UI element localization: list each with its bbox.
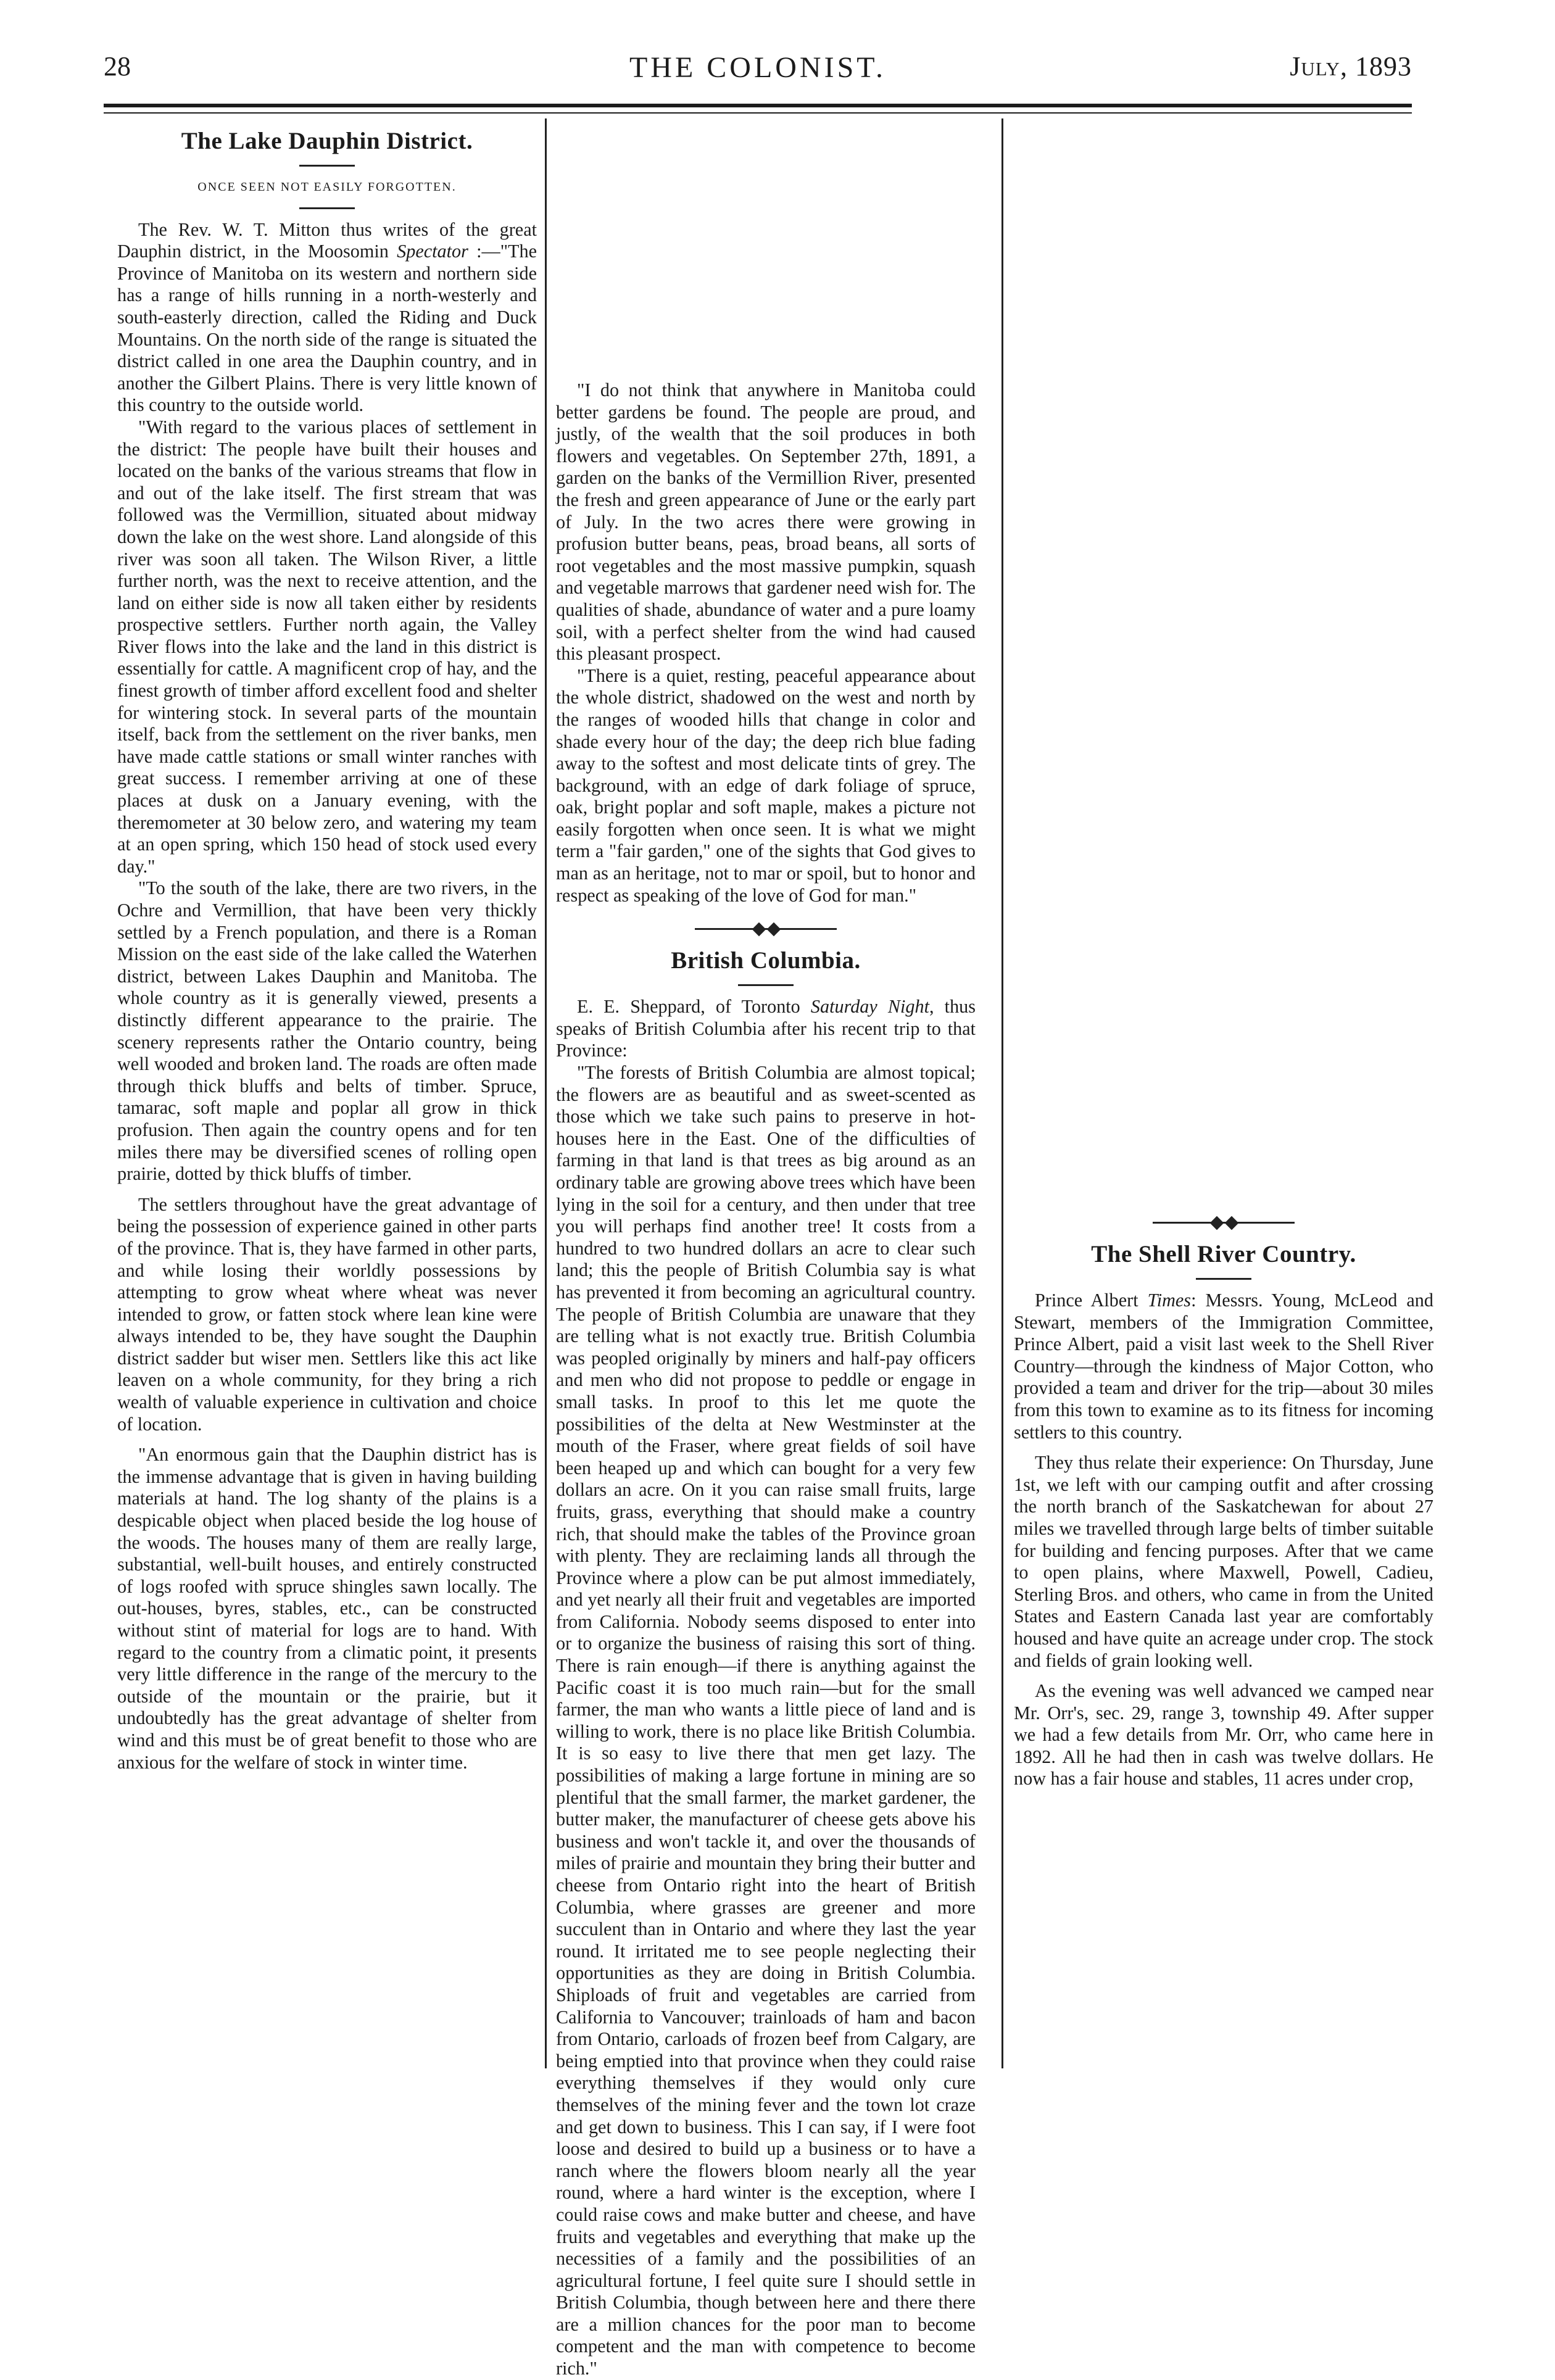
- paragraph: "An enormous gain that the Dauphin district has is the immense advantage that is given in having building materials at hand. The log shanty of the plains is a despicable object when placed beside the log house of the woods. The houses many of them are really large, substantial, well-built houses, and entirely constructed of logs roofed with spruce shingles sawn locally. The out-houses, byres, stables, etc., can be constructed without stint of material for logs are to hand. With regard to the country from a climatic point, it presents very little difference in the range of the mercury to the outside of the mountain or the prairie, but it undoubtedly has the great advantage of shelter from wind and this must be of great benefit to those who are anxious for the welfare of stock in winter time.: [117, 1444, 537, 1773]
- paragraph: "To the south of the lake, there are two rivers, in the Ochre and Vermillion, that have been very thickly settled by a French population, and there is a Roman Mission on the east side of the lake called the Waterhen district, between Lakes Dauphin and Manitoba. The whole country as it is generally viewed, presents a distinctly different appearance to the prairie. The scenery represents rather the Ontario country, being well wooded and broken land. The roads are often made through thick bluffs and belts of timber. Spruce, tamarac, soft maple and poplar all grow in thick profusion. Then again the country opens and for ten miles there may be diversified scenes of rolling open prairie, dotted by thick bluffs of timber.: [117, 877, 537, 1185]
- column-divider: [1001, 118, 1003, 2068]
- paragraph: The Rev. W. T. Mitton thus writes of the great Dauphin district, in the Moosomin Spectator :—"The Province of Manitoba on its western and northern side has a range of hills running in a north-westerly and south-easterly direction, called the Riding and Duck Mountains. On the north side of the range is situated the district called in one area the Dauphin country, and in another the Gilbert Plains. There is very little known of this country to the outside world.: [117, 218, 537, 416]
- title-rule: [1196, 1278, 1251, 1280]
- title-rule: [299, 165, 355, 167]
- paragraph: E. E. Sheppard, of Toronto Saturday Night, thus speaks of British Columbia after his recent trip to that Province:: [556, 996, 976, 1061]
- header-rule-thick: [104, 104, 1412, 107]
- bc-continuation-space: [1014, 126, 1433, 1200]
- column-2: [556, 120, 976, 2379]
- paragraph: As the evening was well advanced we camped near Mr. Orr's, sec. 29, range 3, township 49. After supper we had a few details from Mr. Orr, who came here in 1892. All he had then in cash was twelve dollars. He now has a fair house and stables, 11 acres under crop,: [1014, 1680, 1433, 1789]
- header-rule-thin: [104, 112, 1412, 114]
- paragraph: The settlers throughout have the great advantage of being the possession of experience gained in other parts of the province. That is, they have farmed in other parts, and while losing their worldly possessions by attempting to grow wheat where wheat was never intended to grow, or fatten stock where lean kine were always intended to be, they have sought the Dauphin district sadder but wiser men. Settlers like this act like leaven on a whole community, for they bring a rich wealth of valuable experience in cultivation and choice of location.: [117, 1193, 537, 1435]
- section-ornament: [695, 920, 837, 939]
- issue-date: July, 1893: [1290, 51, 1412, 81]
- paragraph: They thus relate their experience: On Thursday, June 1st, we left with our camping outfit and after crossing the north branch of the Saskatchewan for about 27 miles we travelled through large belts of timber suitable for building and fencing purposes. After that we came to open plains, where Maxwell, Powell, Cadieu, Sterling Bros. and others, who came in from the United States and Eastern Canada last year are comfortably housed and have quite an acreage under crop. The stock and fields of grain looking well.: [1014, 1452, 1433, 1671]
- page-header: [104, 51, 1412, 94]
- paragraph: Prince Albert Times: Messrs. Young, McLeod and Stewart, members of the Immigration Committee, Prince Albert, paid a visit last week to the Shell River Country—through the kindness of Major Cotton, who provided a team and driver for the trip—about 30 miles from this town to examine as to its fitness for incoming settlers to this country.: [1014, 1290, 1433, 1443]
- source-name: Times: [1147, 1290, 1192, 1311]
- source-name: Saturday Night: [810, 996, 930, 1018]
- paragraph: "There is a quiet, resting, peaceful appearance about the whole district, shadowed on the west and north by the ranges of wooded hills that change in color and shade every hour of the day; the deep rich blue fading away to the softest and most delicate tints of grey. The background, with an edge of dark foliage of spruce, oak, bright poplar and soft maple, makes a picture not easily forgotten when once seen. It is what we might term a "fair garden," one of the sights that God gives to man as an heritage, not to mar or spoil, but to honor and respect as speaking of the love of God for man.": [556, 665, 976, 906]
- article-title-bc: British Columbia.: [671, 947, 861, 974]
- section-ornament: [1153, 1214, 1295, 1232]
- article-subtitle: ONCE SEEN NOT EASILY FORGOTTEN.: [197, 180, 457, 194]
- title-rule: [738, 984, 794, 986]
- column-divider: [545, 118, 547, 2068]
- paragraph: "I do not think that anywhere in Manitoba could better gardens be found. The people are proud, and justly, of the wealth that the soil produces in both flowers and vegetables. On September 27th, 1891, a garden on the banks of the Vermillion River, presented the fresh and green appearance of June or the early part of July. In the two acres there were growing in profusion butter beans, peas, broad beans, all sorts of root vegetables and the most massive pumpkin, squash and vegetable marrows that gardener need wish for. The qualities of shade, abundance of water and a pure loamy soil, with a perfect shelter from the wind had caused this pleasant prospect.: [556, 379, 976, 665]
- page-number: 28: [104, 51, 131, 81]
- subtitle-rule: [299, 207, 355, 209]
- paragraph: "The forests of British Columbia are almost topical; the flowers are as beautiful and as sweet-scented as those which we take such pains to preserve in hot-houses here in the East. One of the difficulties of farming in that land is that trees as big around as an ordinary table are growing above trees which have been lying in the soil for a century, and then under that tree you will perhaps find another tree! It costs from a hundred to two hundred dollars an acre to clear such land; this the people of British Columbia say is what has prevented it from becoming an agricultural country. The people of British Columbia are unaware that they are telling what is not exactly true. British Columbia was peopled originally by miners and half-pay officers and men who did not propose to peddle or engage in small tasks. In proof to this let me quote the possibilities of the delta at New Westminster at the mouth of the Fraser, where great fields of soil have been heaped up and which can bought for a very few dollars an acre. On it you can raise small fruits, large fruits, grass, everything that should make a country rich, that should make the tables of the Province groan with plenty. They are reclaiming lands all through the Province where a plow can be put almost immediately, and yet nearly all their fruit and vegetables are imported from California. Nobody seems disposed to enter into or to organize the business of raising this sort of thing. There is rain enough—if there is anything against the Pacific coast it is too much rain—but for the small farmer, the man who wants a little piece of land and is willing to work, there is no place like British Columbia. It is so easy to live there that men get lazy. The possibilities of making a large fortune in mining are so plentiful that the small farmer, the market gardener, the butter maker, the manufacturer of cheese gets above his business and won't tackle it, and over the thousands of miles of prairie and mountain they bring their butter and cheese from Ontario right into the heart of British Columbia, where grasses are greener and more succulent than in Ontario and where they last the year round. It irritated me to see people neglecting their opportunities as they are doing in British Columbia. Shiploads of fruit and vegetables are carried from California to Vancouver; trainloads of ham and bacon from Ontario, carloads of frozen beef from Calgary, are being emptied into that province when they could raise everything themselves if they would only cure themselves of the mining fever and the town lot craze and get down to business. This I can say, if I were foot loose and desired to build up a business or to have a ranch where the flowers bloom nearly all the year round, where a hard winter is the exception, where I could raise cows and make butter and cheese, and have fruits and vegetables and everything that make up the necessities of a family and the possibilities of an agricultural fortune, I feel quite sure I should settle in British Columbia, though between here and there there are a million chances for the poor man to become competent and the man with competence to become rich.": [556, 1062, 976, 2379]
- article-title-dauphin: The Lake Dauphin District.: [181, 128, 473, 154]
- paragraph: "With regard to the various places of settlement in the district: The people have built their houses and located on the banks of the various streams that flow in and out of the lake itself. The first stream that was followed was the Vermillion, situated about midway down the lake on the west shore. Land alongside of this river was soon all taken. The Wilson River, a little further north, was the next to receive attention, and the land on either side is now all taken either by residents prospective settlers. Further north again, the Valley River flows into the lake and the land in this district is essentially for cattle. A magnificent crop of hay, and the finest growth of timber afford excellent food and shelter for wintering stock. In several parts of the mountain itself, back from the settlement on the river banks, men have made cattle stations or small winter ranches with great success. I remember arriving at one of these places at dusk on a January evening, with the theremometer at 30 below zero, and watering my team at an open spring, which 150 head of stock used every day.": [117, 416, 537, 877]
- column-3: [1014, 126, 1433, 1790]
- masthead: THE COLONIST.: [629, 51, 887, 84]
- column-1: [117, 126, 537, 1773]
- source-name: Spectator: [397, 241, 468, 262]
- article-title-shell: The Shell River Country.: [1091, 1241, 1356, 1267]
